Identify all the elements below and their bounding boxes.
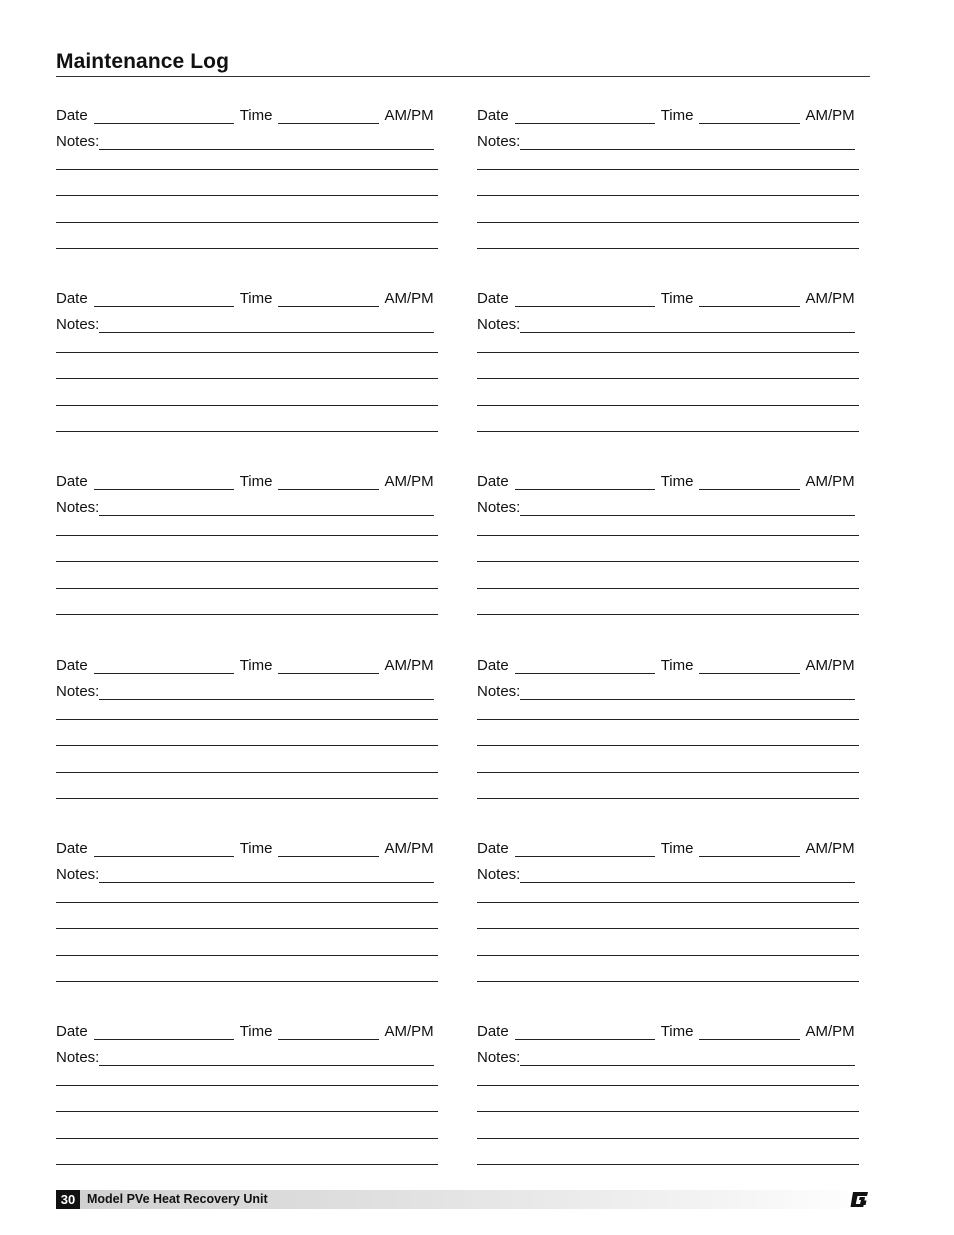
date-field[interactable] [94, 108, 234, 124]
date-field[interactable] [94, 1024, 234, 1040]
date-field[interactable] [94, 658, 234, 674]
notes-label: Notes: [56, 316, 100, 333]
notes-field[interactable] [520, 1050, 855, 1066]
notes-line-1[interactable] [477, 535, 859, 536]
notes-field[interactable] [520, 134, 855, 150]
page-title: Maintenance Log [56, 50, 230, 73]
date-label: Date [56, 107, 88, 124]
time-label: Time [660, 473, 694, 490]
log-entry-4 [477, 287, 867, 447]
notes-label: Notes: [477, 499, 521, 516]
log-entry-2 [477, 104, 867, 264]
date-label: Date [56, 473, 88, 490]
notes-line-1[interactable] [56, 352, 438, 353]
notes-row [477, 680, 855, 700]
notes-line-1[interactable] [477, 352, 859, 353]
notes-row [477, 863, 855, 883]
notes-line-3[interactable] [477, 222, 859, 223]
notes-label: Notes: [477, 316, 521, 333]
time-label: Time [660, 107, 694, 124]
date-label: Date [56, 1023, 88, 1040]
notes-field[interactable] [99, 867, 434, 883]
ampm-label: AM/PM [805, 840, 855, 857]
notes-line-1[interactable] [477, 719, 859, 720]
notes-label: Notes: [477, 866, 521, 883]
notes-field[interactable] [99, 134, 434, 150]
date-time-row [477, 470, 855, 490]
date-field[interactable] [515, 658, 655, 674]
notes-line-4[interactable] [56, 981, 438, 982]
time-label: Time [239, 107, 273, 124]
notes-line-2[interactable] [56, 561, 438, 562]
notes-row [477, 130, 855, 150]
notes-label: Notes: [477, 683, 521, 700]
notes-line-3[interactable] [56, 1138, 438, 1139]
notes-row [56, 496, 434, 516]
date-time-row [56, 654, 434, 674]
notes-line-3[interactable] [56, 955, 438, 956]
notes-field[interactable] [520, 867, 855, 883]
date-field[interactable] [515, 841, 655, 857]
ampm-label: AM/PM [805, 107, 855, 124]
time-field[interactable] [699, 658, 800, 674]
notes-field[interactable] [520, 684, 855, 700]
notes-row [477, 496, 855, 516]
time-field[interactable] [699, 108, 800, 124]
notes-field[interactable] [99, 684, 434, 700]
notes-label: Notes: [56, 499, 100, 516]
notes-line-4[interactable] [56, 614, 438, 615]
date-label: Date [477, 107, 509, 124]
notes-row [477, 313, 855, 333]
time-field[interactable] [278, 291, 379, 307]
notes-line-2[interactable] [477, 928, 859, 929]
notes-line-4[interactable] [477, 981, 859, 982]
notes-label: Notes: [477, 133, 521, 150]
notes-line-1[interactable] [477, 902, 859, 903]
date-time-row [477, 1020, 855, 1040]
time-field[interactable] [278, 108, 379, 124]
time-label: Time [660, 657, 694, 674]
notes-line-3[interactable] [477, 588, 859, 589]
time-field[interactable] [699, 474, 800, 490]
notes-line-1[interactable] [56, 169, 438, 170]
log-entry-9 [56, 837, 446, 997]
notes-line-1[interactable] [56, 1085, 438, 1086]
ampm-label: AM/PM [384, 840, 434, 857]
notes-label: Notes: [56, 866, 100, 883]
date-field[interactable] [515, 474, 655, 490]
date-time-row [477, 654, 855, 674]
date-field[interactable] [94, 474, 234, 490]
notes-field[interactable] [99, 1050, 434, 1066]
ampm-label: AM/PM [805, 657, 855, 674]
notes-field[interactable] [99, 500, 434, 516]
notes-line-2[interactable] [477, 1111, 859, 1112]
notes-line-2[interactable] [56, 195, 438, 196]
notes-line-1[interactable] [477, 1085, 859, 1086]
notes-line-1[interactable] [56, 902, 438, 903]
footer-title: Model PVe Heat Recovery Unit [87, 1192, 268, 1206]
ampm-label: AM/PM [384, 290, 434, 307]
notes-line-2[interactable] [56, 745, 438, 746]
log-entry-11 [56, 1020, 446, 1180]
date-label: Date [477, 290, 509, 307]
date-time-row [477, 837, 855, 857]
notes-line-2[interactable] [477, 745, 859, 746]
notes-field[interactable] [99, 317, 434, 333]
notes-line-4[interactable] [56, 248, 438, 249]
notes-row [56, 313, 434, 333]
notes-label: Notes: [477, 1049, 521, 1066]
log-entry-12 [477, 1020, 867, 1180]
notes-line-3[interactable] [477, 405, 859, 406]
log-entry-1 [56, 104, 446, 264]
notes-row [56, 130, 434, 150]
time-label: Time [660, 1023, 694, 1040]
date-time-row [56, 470, 434, 490]
time-label: Time [660, 290, 694, 307]
ampm-label: AM/PM [805, 290, 855, 307]
notes-row [56, 1046, 434, 1066]
notes-line-3[interactable] [56, 222, 438, 223]
notes-line-2[interactable] [56, 378, 438, 379]
date-label: Date [56, 290, 88, 307]
notes-field[interactable] [520, 500, 855, 516]
notes-label: Notes: [56, 1049, 100, 1066]
time-field[interactable] [699, 291, 800, 307]
time-label: Time [239, 840, 273, 857]
notes-row [56, 863, 434, 883]
notes-line-2[interactable] [477, 195, 859, 196]
notes-row [56, 680, 434, 700]
ampm-label: AM/PM [805, 473, 855, 490]
date-label: Date [477, 657, 509, 674]
date-time-row [56, 104, 434, 124]
date-field[interactable] [515, 291, 655, 307]
notes-line-3[interactable] [477, 772, 859, 773]
ampm-label: AM/PM [384, 1023, 434, 1040]
notes-line-4[interactable] [56, 431, 438, 432]
date-time-row [56, 837, 434, 857]
time-label: Time [660, 840, 694, 857]
notes-line-2[interactable] [56, 928, 438, 929]
ampm-label: AM/PM [384, 473, 434, 490]
date-field[interactable] [94, 841, 234, 857]
date-field[interactable] [94, 291, 234, 307]
notes-field[interactable] [520, 317, 855, 333]
time-label: Time [239, 1023, 273, 1040]
notes-row [477, 1046, 855, 1066]
time-label: Time [239, 473, 273, 490]
time-field[interactable] [699, 841, 800, 857]
time-field[interactable] [699, 1024, 800, 1040]
notes-line-2[interactable] [477, 378, 859, 379]
notes-line-1[interactable] [56, 535, 438, 536]
date-time-row [56, 287, 434, 307]
date-field[interactable] [515, 108, 655, 124]
notes-line-3[interactable] [477, 1138, 859, 1139]
log-entry-5 [56, 470, 446, 630]
date-label: Date [477, 473, 509, 490]
date-field[interactable] [515, 1024, 655, 1040]
time-field[interactable] [278, 474, 379, 490]
notes-line-3[interactable] [56, 588, 438, 589]
page-footer [56, 1190, 870, 1209]
notes-line-2[interactable] [477, 561, 859, 562]
notes-line-1[interactable] [477, 169, 859, 170]
time-field[interactable] [278, 841, 379, 857]
page-number: 30 [56, 1190, 80, 1209]
notes-line-3[interactable] [56, 772, 438, 773]
time-field[interactable] [278, 1024, 379, 1040]
log-entry-6 [477, 470, 867, 630]
notes-line-1[interactable] [56, 719, 438, 720]
ampm-label: AM/PM [384, 657, 434, 674]
time-field[interactable] [278, 658, 379, 674]
notes-line-4[interactable] [56, 798, 438, 799]
ampm-label: AM/PM [384, 107, 434, 124]
date-label: Date [56, 657, 88, 674]
notes-line-4[interactable] [477, 798, 859, 799]
notes-line-4[interactable] [56, 1164, 438, 1165]
notes-line-4[interactable] [477, 248, 859, 249]
notes-label: Notes: [56, 683, 100, 700]
log-entry-8 [477, 654, 867, 814]
ampm-label: AM/PM [805, 1023, 855, 1040]
date-label: Date [477, 1023, 509, 1040]
notes-line-3[interactable] [477, 955, 859, 956]
notes-line-4[interactable] [477, 1164, 859, 1165]
notes-line-4[interactable] [477, 431, 859, 432]
date-label: Date [56, 840, 88, 857]
time-label: Time [239, 657, 273, 674]
notes-label: Notes: [56, 133, 100, 150]
notes-line-3[interactable] [56, 405, 438, 406]
log-entry-7 [56, 654, 446, 814]
notes-line-2[interactable] [56, 1111, 438, 1112]
time-label: Time [239, 290, 273, 307]
title-divider [56, 76, 870, 77]
log-entry-10 [477, 837, 867, 997]
date-time-row [477, 287, 855, 307]
greenheck-logo-icon [850, 1190, 870, 1209]
log-entry-3 [56, 287, 446, 447]
date-time-row [477, 104, 855, 124]
date-label: Date [477, 840, 509, 857]
date-time-row [56, 1020, 434, 1040]
notes-line-4[interactable] [477, 614, 859, 615]
